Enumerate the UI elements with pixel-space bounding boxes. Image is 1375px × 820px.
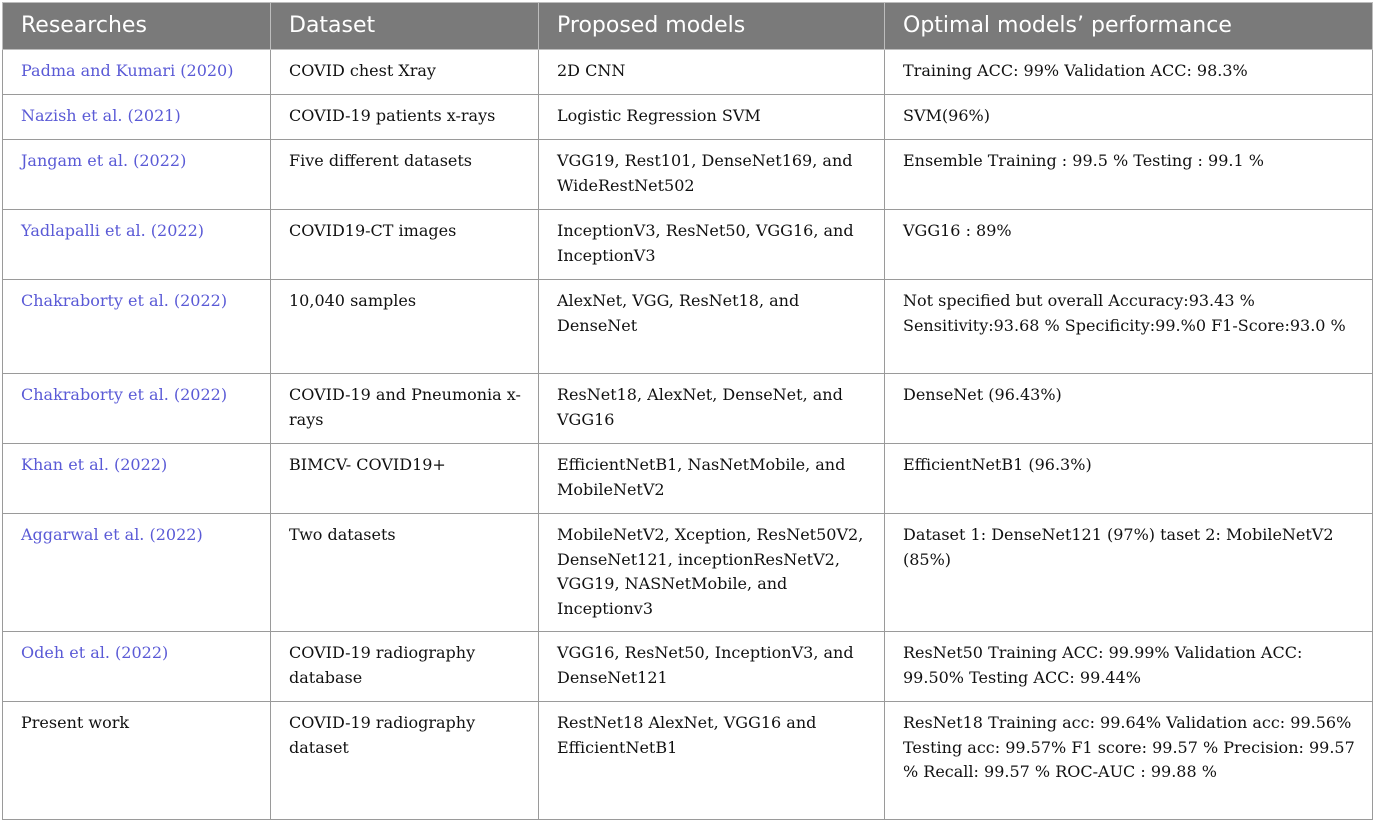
research-link[interactable]: Chakraborty et al. (2022) bbox=[3, 374, 271, 444]
performance-cell: ResNet50 Training ACC: 99.99% Validation ACC: 99.50% Testing ACC: 99.44% bbox=[885, 632, 1373, 702]
dataset-cell: 10,040 samples bbox=[271, 280, 539, 374]
dataset-cell: COVID chest Xray bbox=[271, 50, 539, 95]
comparison-table bbox=[2, 2, 1373, 820]
table-row bbox=[3, 50, 1373, 95]
performance-cell: Training ACC: 99% Validation ACC: 98.3% bbox=[885, 50, 1373, 95]
research-cell: Present work bbox=[3, 702, 271, 820]
dataset-cell: COVID19-CT images bbox=[271, 210, 539, 280]
models-cell: VGG19, Rest101, DenseNet169, and WideRestNet502 bbox=[539, 140, 885, 210]
table-row bbox=[3, 280, 1373, 374]
dataset-cell: COVID-19 radiography dataset bbox=[271, 702, 539, 820]
header-proposed-models: Proposed models bbox=[539, 3, 885, 50]
research-link[interactable]: Nazish et al. (2021) bbox=[3, 95, 271, 140]
models-cell: InceptionV3, ResNet50, VGG16, and InceptionV3 bbox=[539, 210, 885, 280]
table-row bbox=[3, 702, 1373, 820]
models-cell: EfficientNetB1, NasNetMobile, and MobileNetV2 bbox=[539, 444, 885, 514]
research-link[interactable]: Padma and Kumari (2020) bbox=[3, 50, 271, 95]
header-dataset: Dataset bbox=[271, 3, 539, 50]
dataset-cell: COVID-19 radiography database bbox=[271, 632, 539, 702]
performance-cell: VGG16 : 89% bbox=[885, 210, 1373, 280]
header-row bbox=[3, 3, 1373, 50]
header-optimal-performance: Optimal models’ performance bbox=[885, 3, 1373, 50]
dataset-cell: COVID-19 and Pneumonia x-rays bbox=[271, 374, 539, 444]
research-link[interactable]: Aggarwal et al. (2022) bbox=[3, 514, 271, 632]
table-row bbox=[3, 140, 1373, 210]
models-cell: RestNet18 AlexNet, VGG16 and EfficientNetB1 bbox=[539, 702, 885, 820]
models-cell: 2D CNN bbox=[539, 50, 885, 95]
models-cell: AlexNet, VGG, ResNet18, and DenseNet bbox=[539, 280, 885, 374]
models-cell: ResNet18, AlexNet, DenseNet, and VGG16 bbox=[539, 374, 885, 444]
performance-cell: ResNet18 Training acc: 99.64% Validation acc: 99.56% Testing acc: 99.57% F1 score: 99.57 % Precision: 99.57 % Recall: 99.57 % ROC-AUC : 99.88 % bbox=[885, 702, 1373, 820]
header-researches: Researches bbox=[3, 3, 271, 50]
models-cell: MobileNetV2, Xception, ResNet50V2, DenseNet121, inceptionResNetV2, VGG19, NASNetMobile, and Inceptionv3 bbox=[539, 514, 885, 632]
dataset-cell: Two datasets bbox=[271, 514, 539, 632]
research-link[interactable]: Chakraborty et al. (2022) bbox=[3, 280, 271, 374]
models-cell: Logistic Regression SVM bbox=[539, 95, 885, 140]
dataset-cell: COVID-19 patients x-rays bbox=[271, 95, 539, 140]
table-row bbox=[3, 210, 1373, 280]
research-link[interactable]: Khan et al. (2022) bbox=[3, 444, 271, 514]
performance-cell: Dataset 1: DenseNet121 (97%) taset 2: MobileNetV2 (85%) bbox=[885, 514, 1373, 632]
performance-cell: DenseNet (96.43%) bbox=[885, 374, 1373, 444]
table-row bbox=[3, 95, 1373, 140]
models-cell: VGG16, ResNet50, InceptionV3, and DenseNet121 bbox=[539, 632, 885, 702]
research-link[interactable]: Jangam et al. (2022) bbox=[3, 140, 271, 210]
performance-cell: EfficientNetB1 (96.3%) bbox=[885, 444, 1373, 514]
dataset-cell: BIMCV- COVID19+ bbox=[271, 444, 539, 514]
dataset-cell: Five different datasets bbox=[271, 140, 539, 210]
performance-cell: SVM(96%) bbox=[885, 95, 1373, 140]
research-link[interactable]: Odeh et al. (2022) bbox=[3, 632, 271, 702]
table-row bbox=[3, 374, 1373, 444]
table-row bbox=[3, 632, 1373, 702]
table-row bbox=[3, 444, 1373, 514]
research-link[interactable]: Yadlapalli et al. (2022) bbox=[3, 210, 271, 280]
performance-cell: Ensemble Training : 99.5 % Testing : 99.1 % bbox=[885, 140, 1373, 210]
table-row bbox=[3, 514, 1373, 632]
performance-cell: Not specified but overall Accuracy:93.43 % Sensitivity:93.68 % Specificity:99.%0 F1-Score:93.0 % bbox=[885, 280, 1373, 374]
